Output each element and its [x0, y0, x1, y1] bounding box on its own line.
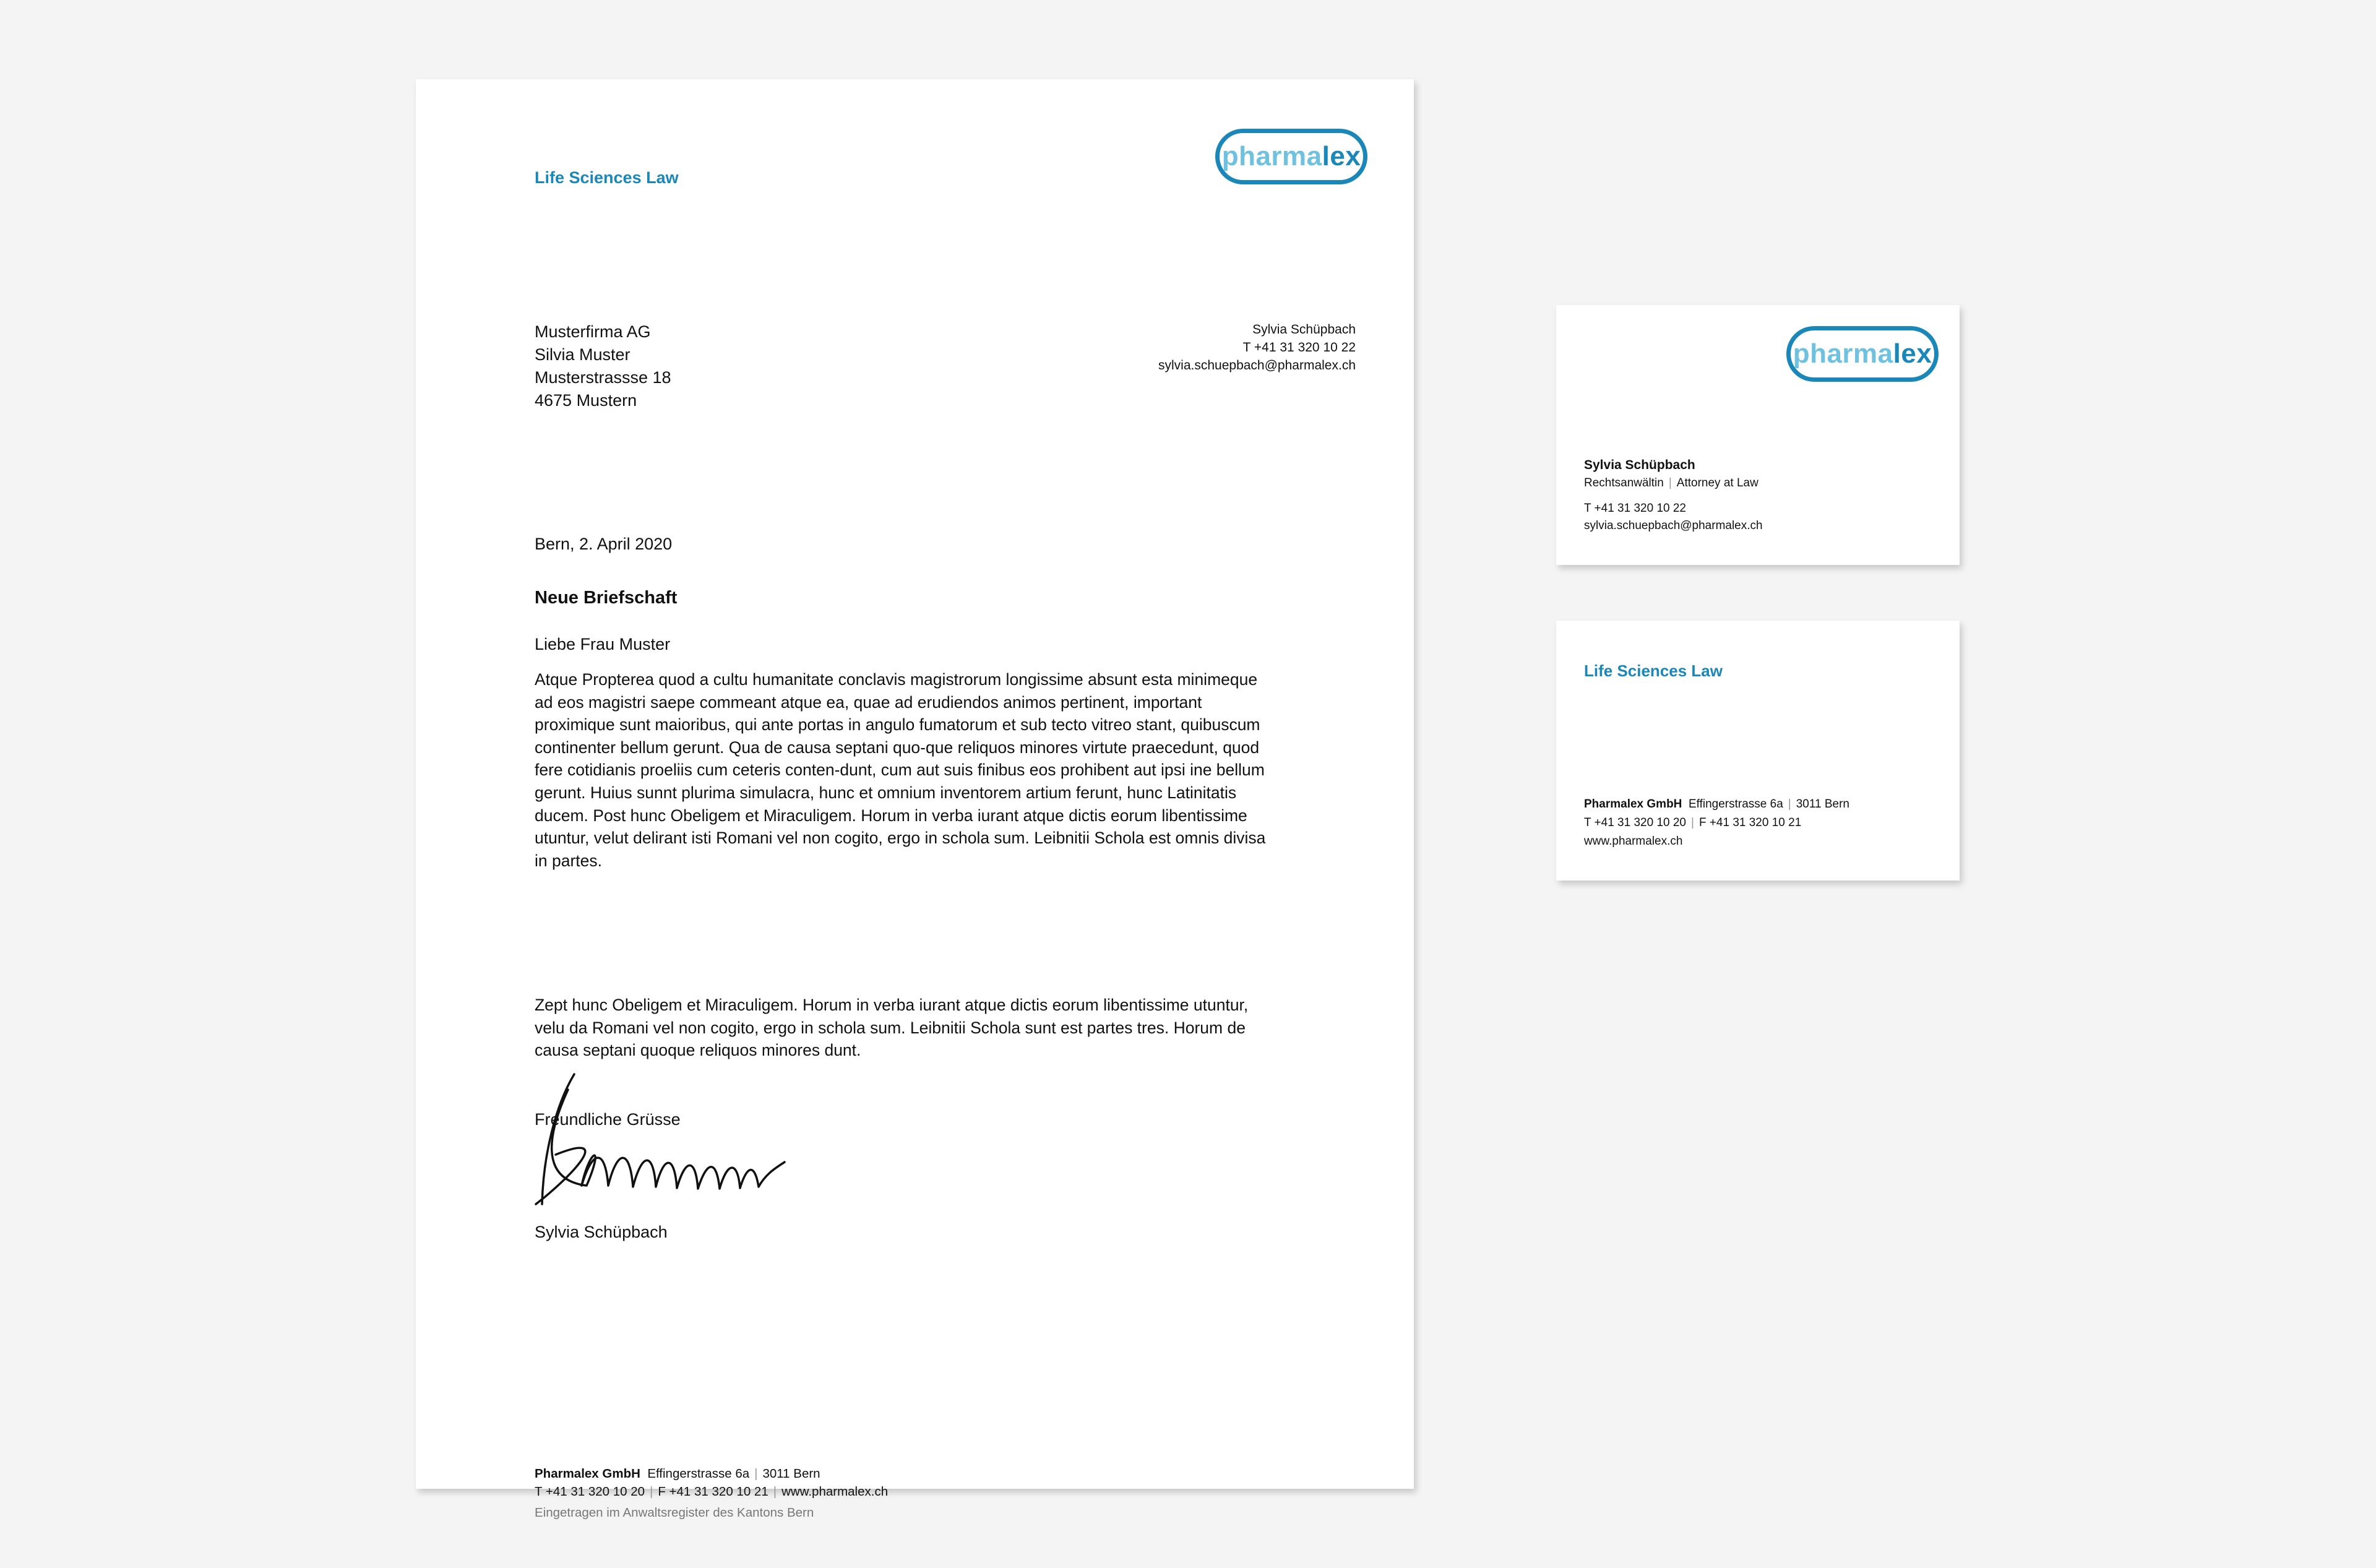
- sender-phone: T +41 31 320 10 22: [1242, 340, 1356, 355]
- card-role: Rechtsanwältin | Attorney at Law: [1584, 476, 1758, 489]
- letter-subject: Neue Briefschaft: [535, 588, 678, 608]
- sender-contact: [1158, 321, 1356, 374]
- recipient-city: 4675 Mustern: [535, 391, 637, 410]
- business-card-back: [1556, 621, 1960, 881]
- footer-fax: F +41 31 320 10 21: [658, 1484, 768, 1499]
- footer-company: Pharmalex GmbH: [535, 1467, 640, 1481]
- footer-city: 3011 Bern: [762, 1467, 820, 1481]
- sender-name: Sylvia Schüpbach: [1252, 322, 1356, 337]
- card-role-de: Rechtsanwältin: [1584, 476, 1664, 489]
- sender-email: sylvia.schuepbach@pharmalex.ch: [1158, 358, 1356, 373]
- footer-phone: T +41 31 320 10 20: [535, 1484, 645, 1499]
- letterhead-sheet: [416, 79, 1414, 1520]
- footer-register: Eingetragen im Anwaltsregister des Kantons Bern: [535, 1506, 814, 1520]
- card-address-line: Pharmalex GmbH Effingerstrasse 6a | 3011 Bern: [1584, 798, 1849, 811]
- recipient-street: Musterstrassse 18: [535, 368, 671, 387]
- card-company-fax: F +41 31 320 10 21: [1698, 816, 1802, 829]
- footer-address-line: Pharmalex GmbH Effingerstrasse 6a | 3011 Bern: [535, 1467, 820, 1481]
- card-name: Sylvia Schüpbach: [1584, 458, 1695, 472]
- card-tagline: Life Sciences Law: [1584, 661, 1723, 680]
- letter-paragraph-2: Zept hunc Obeligem et Miraculigem. Horum in verba iurant atque dictis eorum libentissime utuntur, velu da Romani vel non cogito, ergo in schola sum. Leibnitii Schola sunt est partes tres. Horum de causa septani quoque reliquos minores dunt.: [535, 996, 1249, 1060]
- letter-paragraph-1: Atque Propterea quod a cultu humanitate conclavis magistrorum longissime absunt esta minimeque ad eos magistri saepe commeant atque ea, quae ad erudiendos animos pertinent, important proximique sunt maioribus, qui ante portas in angulo fumatorum et sub tecto vitreo stant, quibuscum continenter bellum gerunt. Qua de causa septani quo-que reliquos minores virtute praecedunt, quod fere cotidianis proeliis cum ceteris conten-dunt, cum aut suis finibus eos prohibent aut ipsi ine bellum gerunt. Huius sunnt plurima simulacra, hunc et omnium inventorem artium ferunt, hunc Latinitatis ducem. Post hunc Obeligem et Miraculigem. Horum in verba iurant atque dictis eorum libentissime utuntur, velut delirant isti Romani vel non cogito, ergo in schola sum. Leibnitii Schola est omnis divisa in partes.: [535, 670, 1266, 870]
- recipient-address: [535, 321, 671, 412]
- recipient-company: Musterfirma AG: [535, 322, 651, 341]
- card-role-en: Attorney at Law: [1676, 476, 1758, 489]
- letter-date: Bern, 2. April 2020: [535, 535, 673, 553]
- pharmalex-logo: pharma lex: [1786, 326, 1939, 382]
- card-phone: T +41 31 320 10 22: [1584, 502, 1686, 515]
- letter-salutation: Liebe Frau Muster: [535, 635, 671, 653]
- business-card-front: [1556, 305, 1960, 565]
- footer-street: Effingerstrasse 6a: [647, 1467, 750, 1481]
- card-company-phone: T +41 31 320 10 20: [1584, 816, 1686, 829]
- handwritten-signature: [531, 1056, 797, 1229]
- letter-tagline: Life Sciences Law: [535, 168, 679, 187]
- card-company: Pharmalex GmbH: [1584, 798, 1682, 811]
- card-web: www.pharmalex.ch: [1584, 835, 1683, 848]
- card-city: 3011 Bern: [1796, 798, 1849, 811]
- pharmalex-logo: pharma lex: [1215, 129, 1367, 184]
- letter-closing: Freundliche Grüsse: [535, 1110, 681, 1129]
- footer-contact-line: T +41 31 320 10 20 | F +41 31 320 10 21 | www.pharmalex.ch: [535, 1484, 889, 1499]
- card-street: Effingerstrasse 6a: [1688, 798, 1783, 811]
- footer-web: www.pharmalex.ch: [781, 1484, 889, 1499]
- recipient-name: Silvia Muster: [535, 345, 631, 364]
- card-contact-line: T +41 31 320 10 20 | F +41 31 320 10 21: [1584, 816, 1802, 829]
- signature-name: Sylvia Schüpbach: [535, 1223, 668, 1241]
- card-email: sylvia.schuepbach@pharmalex.ch: [1584, 519, 1763, 532]
